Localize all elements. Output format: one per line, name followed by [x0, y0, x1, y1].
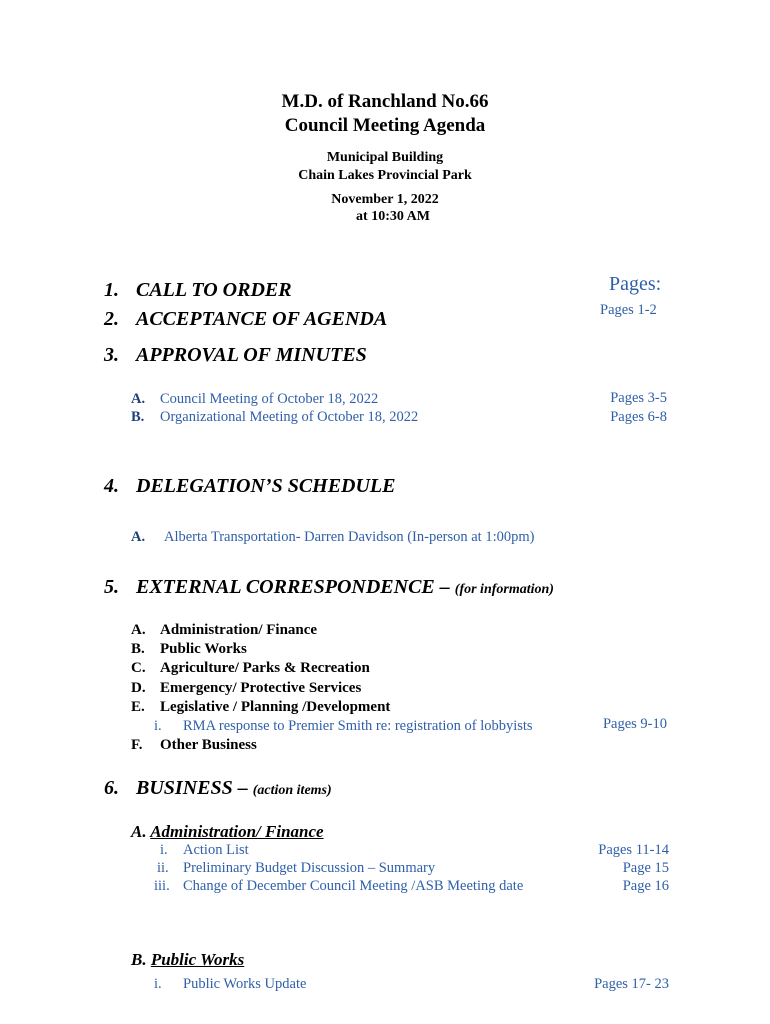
business-b-item-i-pages[interactable]: Pages 17- 23 [594, 976, 669, 992]
business-sub-b-title: Public Works [150, 950, 245, 969]
business-a-item-i-label: i. [160, 842, 168, 858]
correspondence-item-e-label: E. [131, 699, 145, 715]
business-sub-a-label: A. [131, 822, 147, 841]
correspondence-item-f-label: F. [131, 737, 143, 753]
section-6-title [136, 777, 332, 800]
business-b-item-i-label: i. [154, 976, 162, 992]
minutes-item-a-link[interactable]: Council Meeting of October 18, 2022 [160, 391, 379, 407]
correspondence-sub-i-link[interactable]: RMA response to Premier Smith re: registration of lobbyists [183, 718, 533, 734]
agenda-title: Council Meeting Agenda [284, 115, 486, 136]
business-a-item-i-pages[interactable]: Pages 11-14 [598, 842, 669, 858]
section-5-number: 5. [104, 576, 119, 598]
minutes-item-b-link[interactable]: Organizational Meeting of October 18, 2022 [160, 409, 419, 425]
section-6-number: 6. [104, 777, 119, 799]
business-a-item-ii-pages[interactable]: Page 15 [622, 860, 669, 876]
business-sub-b-label: B. [131, 950, 147, 969]
business-a-item-iii-link[interactable]: Change of December Council Meeting /ASB Meeting date [183, 878, 524, 894]
section-2-pages-link[interactable]: Pages 1-2 [600, 302, 657, 318]
section-4-title: DELEGATION’S SCHEDULE [136, 475, 396, 497]
correspondence-item-b-label: B. [131, 641, 145, 657]
correspondence-item-d: Emergency/ Protective Services [160, 680, 362, 696]
section-4-number: 4. [104, 475, 119, 497]
meeting-date: November 1, 2022 [331, 192, 439, 207]
business-sub-a [131, 822, 324, 842]
correspondence-item-a-label: A. [131, 622, 146, 638]
pages-column-heading: Pages: [609, 273, 662, 295]
section-6-note: (action items) [252, 783, 332, 798]
minutes-item-b-pages[interactable]: Pages 6-8 [610, 409, 667, 425]
business-sub-b [131, 950, 244, 970]
meeting-location-park: Chain Lakes Provincial Park [298, 168, 472, 183]
section-2-title: ACCEPTANCE OF AGENDA [136, 308, 388, 330]
section-5-title [136, 576, 554, 599]
correspondence-item-c: Agriculture/ Parks & Recreation [160, 660, 370, 676]
business-a-item-iii-label: iii. [154, 878, 170, 894]
section-2-number: 2. [104, 308, 119, 330]
correspondence-item-f: Other Business [160, 737, 257, 753]
business-a-item-i-link[interactable]: Action List [183, 842, 249, 858]
correspondence-item-a: Administration/ Finance [160, 622, 318, 638]
business-b-item-i-link[interactable]: Public Works Update [183, 976, 307, 992]
minutes-item-a-label: A. [131, 391, 146, 407]
correspondence-sub-i-label: i. [154, 718, 162, 734]
section-3-title: APPROVAL OF MINUTES [136, 344, 367, 366]
correspondence-item-e: Legislative / Planning /Development [160, 699, 391, 715]
business-a-item-iii-pages[interactable]: Page 16 [622, 878, 669, 894]
section-6-title-text: BUSINESS – [136, 777, 248, 799]
business-a-item-ii-label: ii. [157, 860, 169, 876]
delegation-item-a-label: A. [131, 529, 146, 545]
business-sub-a-title: Administration/ Finance [150, 822, 324, 841]
minutes-item-a-pages[interactable]: Pages 3-5 [610, 390, 667, 406]
section-5-title-text: EXTERNAL CORRESPONDENCE – [136, 576, 450, 598]
correspondence-item-d-label: D. [131, 680, 146, 696]
minutes-item-b-label: B. [131, 409, 145, 425]
business-a-item-ii-link[interactable]: Preliminary Budget Discussion – Summary [183, 860, 436, 876]
agenda-title-org: M.D. of Ranchland No.66 [281, 91, 489, 112]
section-3-number: 3. [104, 344, 119, 366]
correspondence-sub-i-pages[interactable]: Pages 9-10 [602, 716, 667, 732]
correspondence-item-c-label: C. [131, 660, 146, 676]
section-1-number: 1. [104, 279, 119, 301]
meeting-location-building: Municipal Building [326, 150, 444, 165]
section-5-note: (for information) [454, 582, 554, 597]
delegation-item-a-link[interactable]: Alberta Transportation- Darren Davidson (In-person at 1:00pm) [164, 529, 535, 545]
meeting-time: at 10:30 AM [356, 209, 430, 224]
section-1-title: CALL TO ORDER [136, 279, 292, 301]
correspondence-item-b: Public Works [160, 641, 247, 657]
